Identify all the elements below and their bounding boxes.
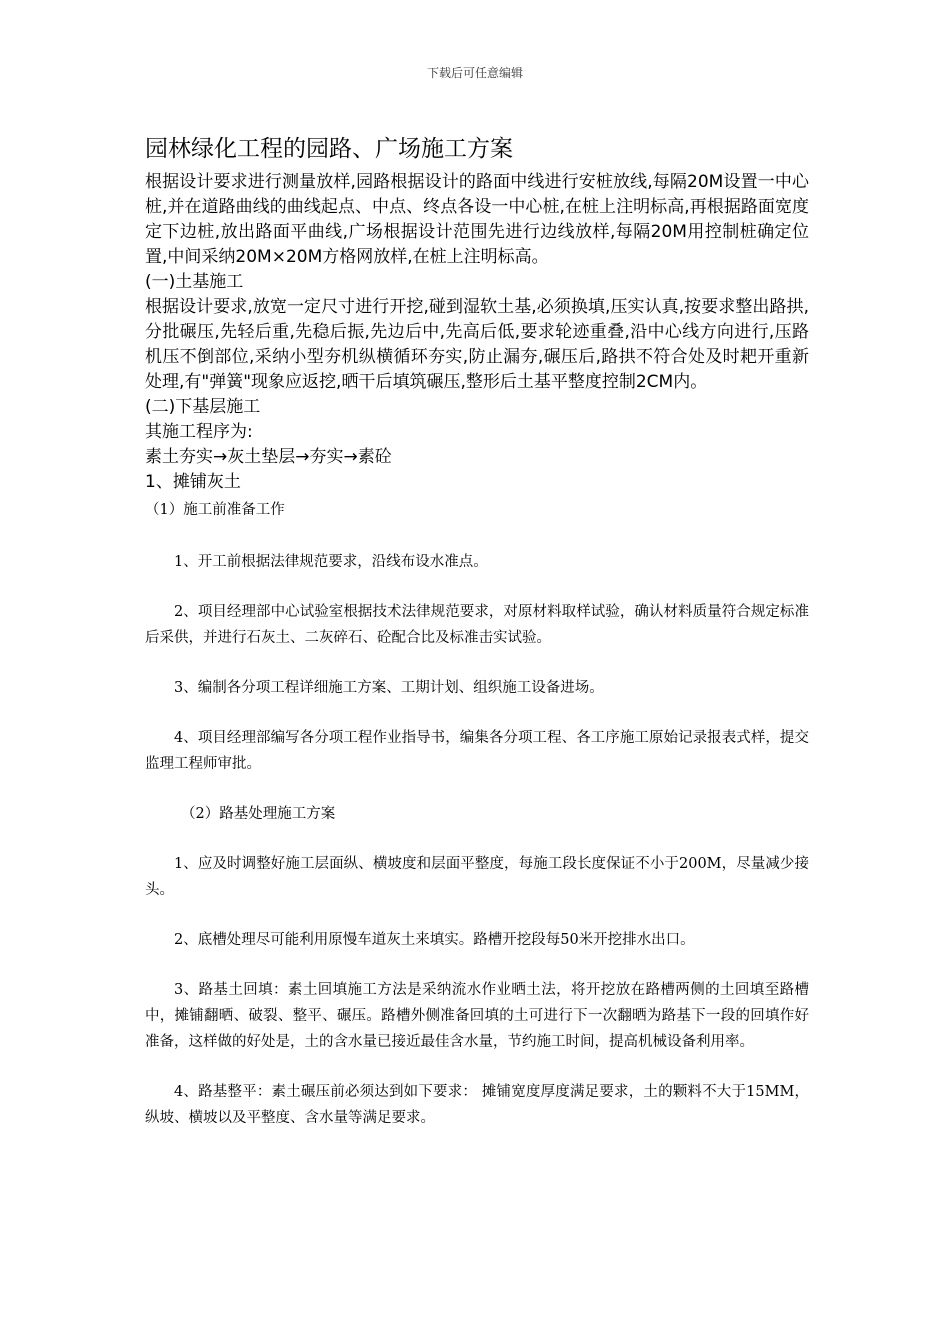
document-body	[145, 132, 809, 1131]
sub2-item: 3、路基土回填：素土回填施工方法是采纳流水作业晒土法，将开挖放在路槽两侧的土回填至路槽中，摊铺翻晒、破裂、整平、碾压。路槽外侧准备回填的土可进行下一次翻晒为路基下一段的回填作好准备，这样做的好处是，土的含水量已接近最佳含水量，节约施工时间，提高机械设备利用率。	[145, 982, 809, 1050]
sequence-label: 其施工程序为:	[145, 422, 253, 442]
sub1-item: 2、项目经理部中心试验室根据技术法律规范要求，对原材料取样试验，确认材料质量符合规定标准后采供，并进行石灰土、二灰碎石、砼配合比及标准击实试验。	[145, 604, 809, 646]
sub2-item: 2、底槽处理尽可能利用原慢车道灰土来填实。路槽开挖段每50米开挖排水出口。	[174, 932, 695, 948]
sub2-item: 1、应及时调整好施工层面纵、横坡度和层面平整度，每施工段长度保证不小于200M，尽量减少接头。	[145, 856, 809, 898]
sequence-text: 素土夯实→灰土垫层→夯实→素砼	[145, 447, 392, 467]
step-heading: 1、摊铺灰土	[145, 472, 241, 492]
page-title: 园林绿化工程的园路、广场施工方案	[145, 136, 513, 162]
sub2-item: 4、路基整平：素土碾压前必须达到如下要求： 摊铺宽度厚度满足要求，土的颗料不大于15MM，纵坡、横坡以及平整度、含水量等满足要求。	[145, 1084, 809, 1126]
sub2-heading: （2）路基处理施工方案	[181, 806, 336, 822]
header-note: 下载后可任意编辑	[426, 66, 523, 80]
intro-paragraph: 根据设计要求进行测量放样,园路根据设计的路面中线进行安桩放线,每隔20M设置一中心桩,并在道路曲线的曲线起点、中点、终点各设一中心桩,在桩上注明标高,再根据路面宽度定下边桩,放出路面平曲线,广场根据设计范围先进行边线放样,每隔20M用控制桩确定位置,中间采纳20M×20M方格网放样,在桩上注明标高。	[145, 172, 809, 267]
sub1-item: 3、编制各分项工程详细施工方案、工期计划、组织施工设备进场。	[174, 680, 604, 696]
section1-heading: (一)土基施工	[145, 272, 244, 292]
section2-heading: (二)下基层施工	[145, 397, 261, 417]
sub1-item: 4、项目经理部编写各分项工程作业指导书，编集各分项工程、各工序施工原始记录报表式样，提交监理工程师审批。	[145, 730, 809, 772]
sub1-item: 1、开工前根据法律规范要求，沿线布设水准点。	[174, 554, 488, 570]
section1-body: 根据设计要求,放宽一定尺寸进行开挖,碰到湿软土基,必须换填,压实认真,按要求整出路拱,分批碾压,先轻后重,先稳后振,先边后中,先高后低,要求轮迹重叠,沿中心线方向进行,压路机压不倒部位,采纳小型夯机纵横循环夯实,防止漏夯,碾压后,路拱不符合处及时耙开重新处理,有"弹簧"现象应返挖,晒干后填筑碾压,整形后土基平整度控制2CM内。	[145, 297, 809, 392]
sub1-heading: （1）施工前准备工作	[145, 502, 285, 518]
